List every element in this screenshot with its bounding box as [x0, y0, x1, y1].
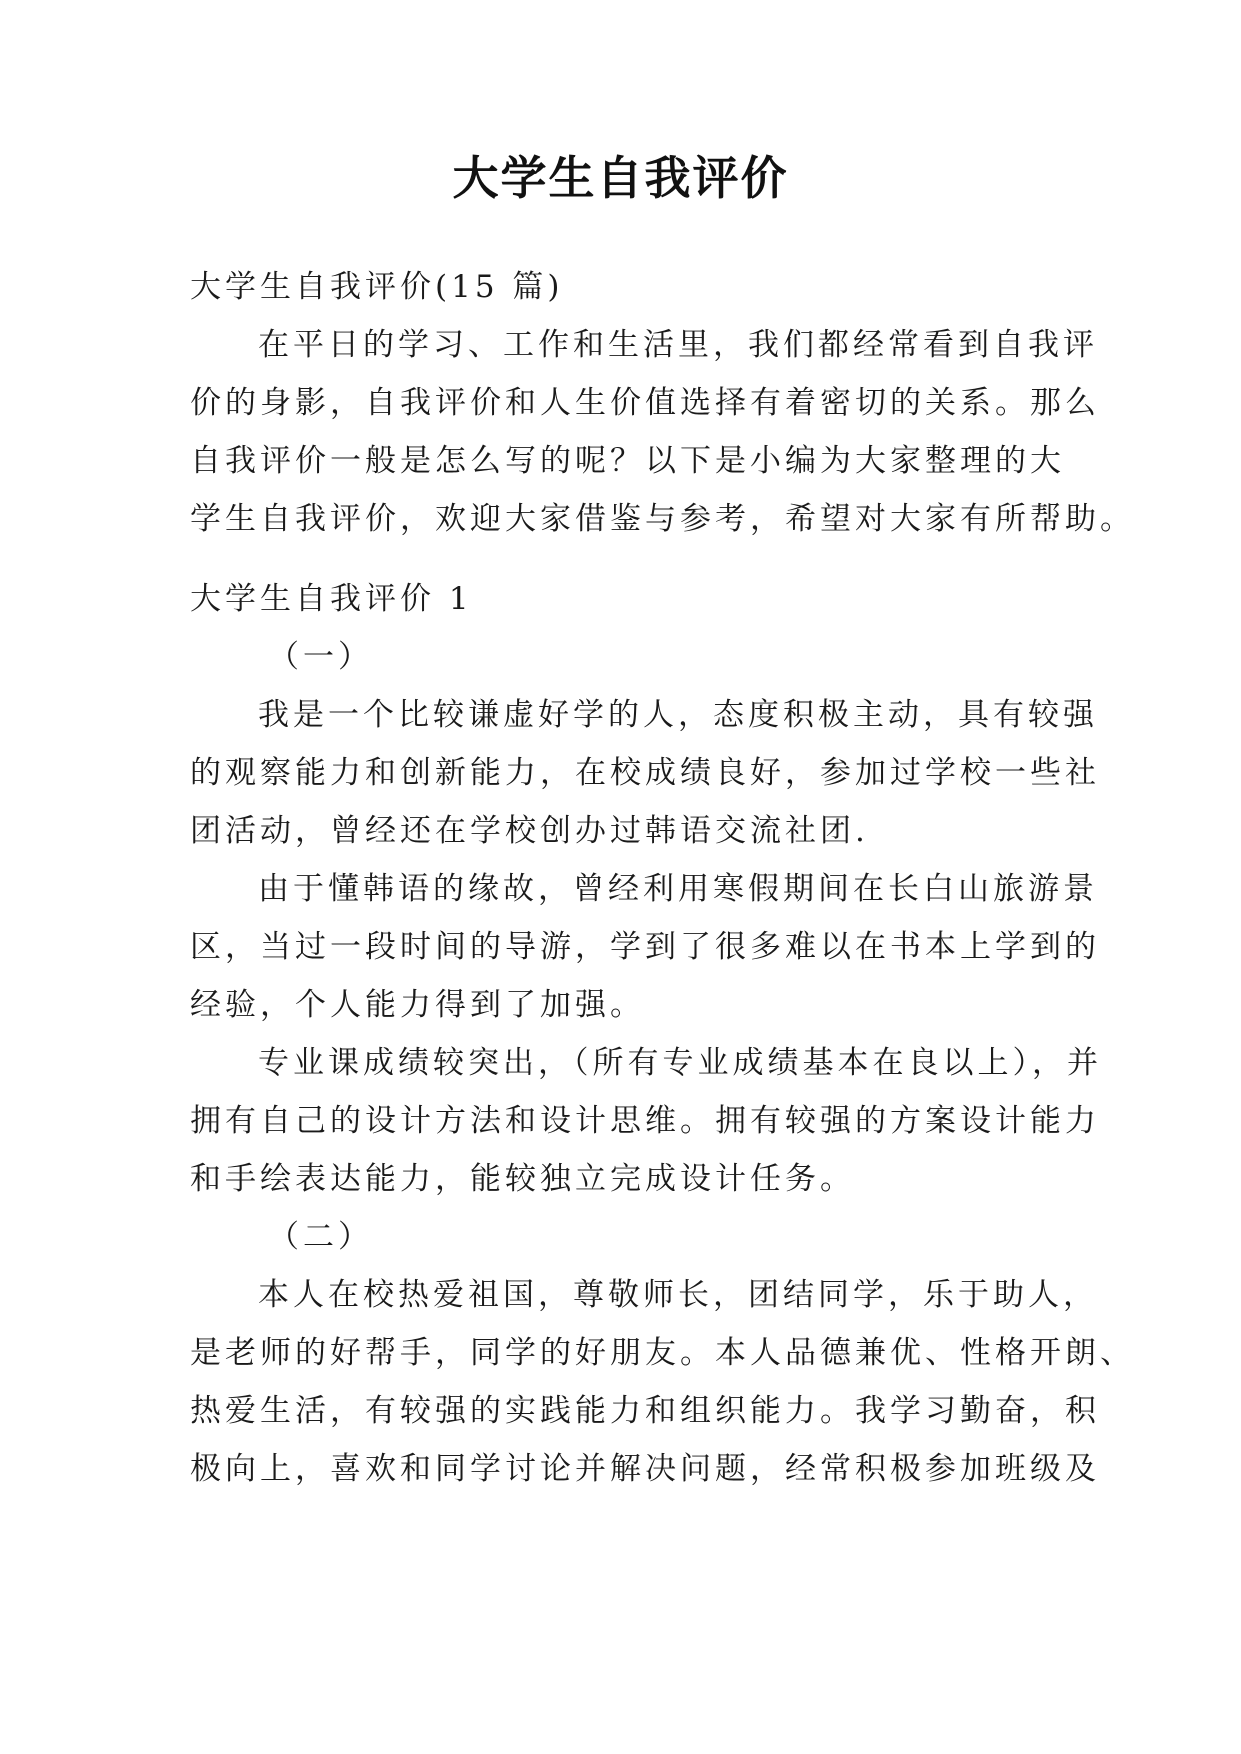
paragraph-line: 团活动，曾经还在学校创办过韩语交流社团.	[190, 813, 869, 849]
intro-line: 在平日的学习、工作和生活里，我们都经常看到自我评	[258, 327, 1098, 363]
paragraph-line: 热爱生活，有较强的实践能力和组织能力。我学习勤奋，积	[190, 1393, 1100, 1429]
intro-line: 学生自我评价，欢迎大家借鉴与参考，希望对大家有所帮助。	[190, 501, 1135, 537]
paragraph-line: 拥有自己的设计方法和设计思维。拥有较强的方案设计能力	[190, 1103, 1100, 1139]
paragraph-line: 专业课成绩较突出，（所有专业成绩基本在良以上），并	[258, 1045, 1102, 1081]
section-1	[190, 570, 1135, 1498]
intro-line: 自我评价一般是怎么写的呢？以下是小编为大家整理的大	[190, 443, 1065, 479]
intro-line: 价的身影，自我评价和人生价值选择有着密切的关系。那么	[190, 385, 1100, 421]
paragraph-line: 由于懂韩语的缘故，曾经利用寒假期间在长白山旅游景	[258, 871, 1098, 907]
paragraph-line: 的观察能力和创新能力，在校成绩良好，参加过学校一些社	[190, 755, 1100, 791]
paragraph-line: 是老师的好帮手，同学的好朋友。本人品德兼优、性格开朗、	[190, 1335, 1135, 1371]
document-subtitle: 大学生自我评价(15 篇)	[190, 269, 564, 305]
intro-section	[190, 258, 1135, 548]
paragraph-line: 和手绘表达能力，能较独立完成设计任务。	[190, 1161, 855, 1197]
paragraph-line: 区，当过一段时间的导游，学到了很多难以在书本上学到的	[190, 929, 1100, 965]
paragraph-line: 极向上，喜欢和同学讨论并解决问题，经常积极参加班级及	[190, 1451, 1100, 1487]
section-heading: 大学生自我评价 1	[190, 581, 473, 617]
paragraph-line: 本人在校热爱祖国，尊敬师长，团结同学，乐于助人，	[258, 1277, 1098, 1313]
document-title: 大学生自我评价	[452, 151, 789, 205]
paragraph-line: 经验，个人能力得到了加强。	[190, 987, 645, 1023]
part-label: （二）	[268, 1219, 373, 1255]
paragraph-line: 我是一个比较谦虚好学的人，态度积极主动，具有较强	[258, 697, 1098, 733]
part-label: （一）	[268, 639, 373, 675]
